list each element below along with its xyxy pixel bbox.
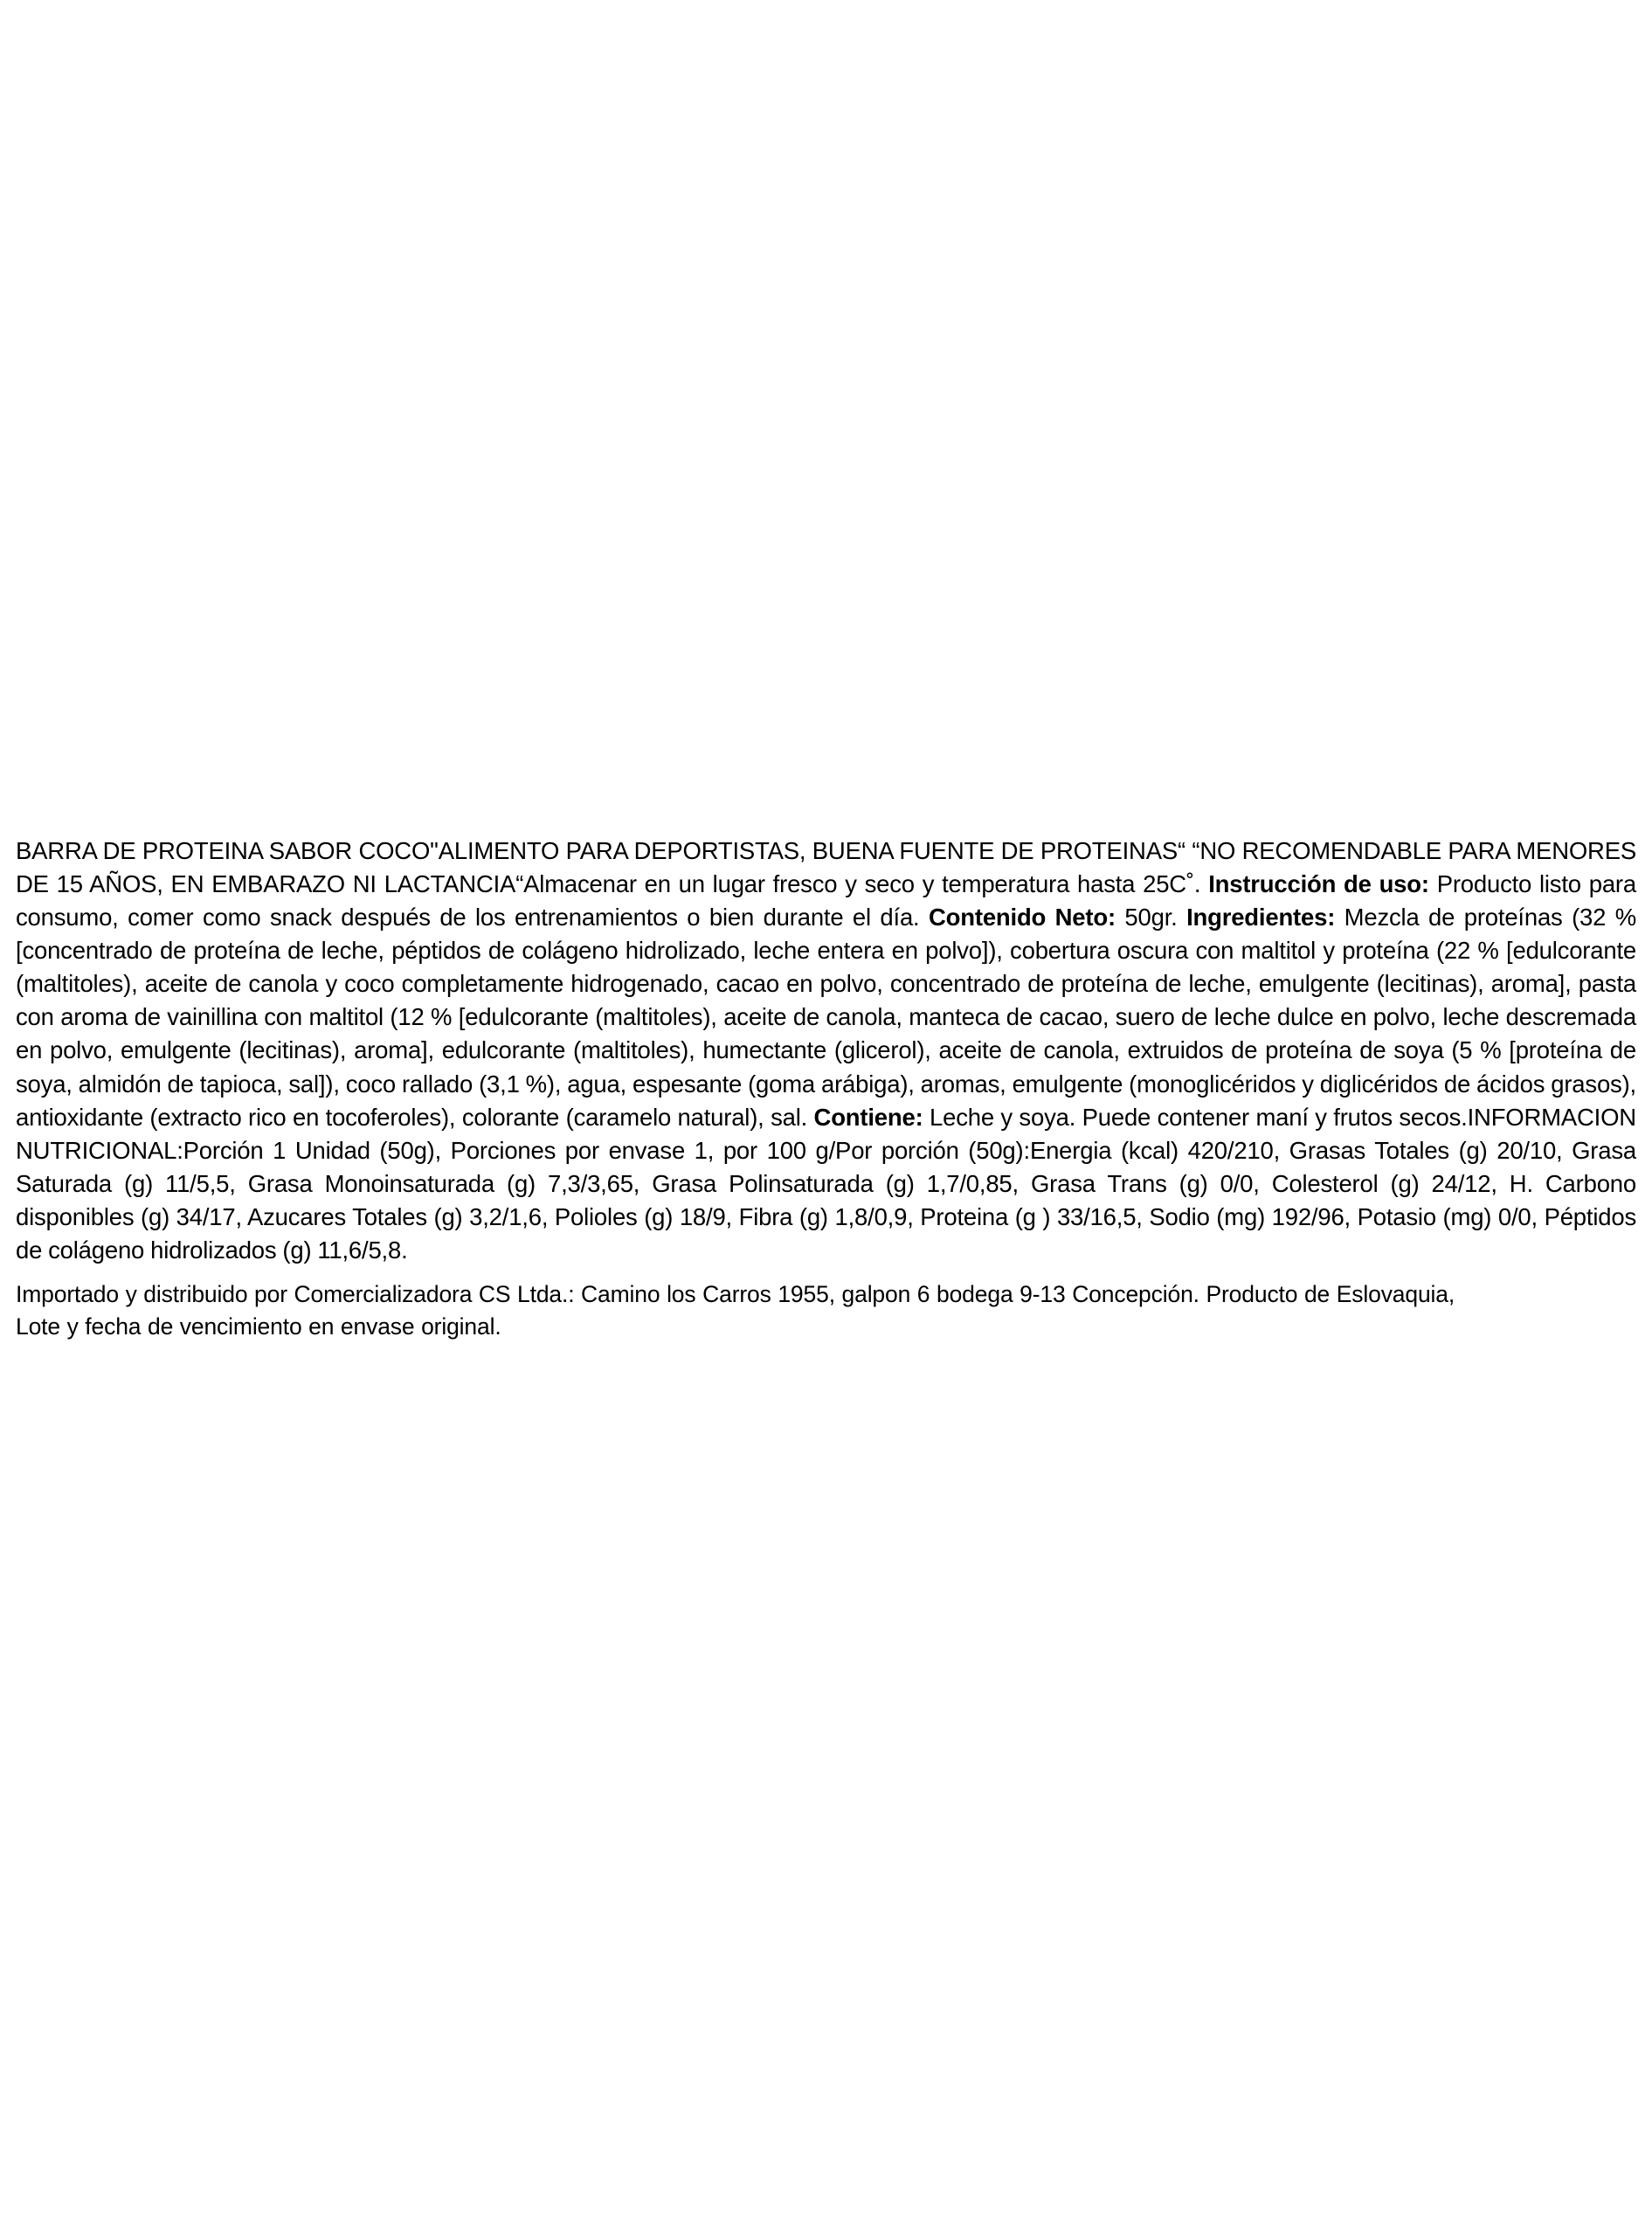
label-main-paragraph	[16, 835, 1636, 1267]
usage-label: Instrucción de uso:	[1208, 870, 1429, 898]
nutrition-serving-info: Porción 1 Unidad (50g), Porciones por envase 1, por 100 g/Por porción (50g):	[183, 1136, 1030, 1164]
lot-line: Lote y fecha de vencimiento en envase original.	[16, 1312, 501, 1340]
importer-info	[16, 1278, 1636, 1342]
claim-sports-nutrition: "ALIMENTO PARA DEPORTISTAS, BUENA FUENTE DE PROTEINAS“	[430, 837, 1185, 864]
importer-line: Importado y distribuido por Comercializadora CS Ltda.: Camino los Carros 1955, galpon 6 bodega 9-13 Concepción. Producto de Eslovaquia,	[16, 1281, 1455, 1308]
allergens-label: Contiene:	[813, 1103, 923, 1131]
nutrition-heading: INFORMACION NUTRICIONAL:	[16, 1103, 1636, 1164]
ingredients-label: Ingredientes:	[1186, 904, 1336, 932]
usage-text: Producto listo para consumo, comer como snack después de los entrenamientos o bien durante el día.	[16, 870, 1636, 932]
product-title: BARRA DE PROTEINA SABOR COCO	[16, 837, 431, 864]
net-content-label: Contenido Neto:	[929, 904, 1116, 932]
nutrition-values: Energia (kcal) 420/210, Grasas Totales (g) 20/10, Grasa Saturada (g) 11/5,5, Grasa Monoinsaturada (g) 7,3/3,65, Grasa Polinsaturada (g) 1,7/0,85, Grasa Trans (g) 0/0, Colesterol (g) 24/12, H. Carbono disponibles (g) 34/17, Azucares Totales (g) 3,2/1,6, Polioles (g) 18/9, Fibra (g) 1,8/0,9, Proteina (g ) 33/16,5, Sodio (mg) 192/96, Potasio (mg) 0/0, Péptidos de colágeno hidrolizados (g) 11,6/5,8.	[16, 1136, 1636, 1264]
product-label-text-block	[16, 835, 1636, 1342]
allergens-text: Leche y soya. Puede contener maní y frutos secos.	[930, 1103, 1468, 1131]
net-content-value: 50gr.	[1124, 904, 1178, 932]
ingredients-text: Mezcla de proteínas (32 % [concentrado de proteína de leche, péptidos de colágeno hidrolizado, leche entera en polvo]), cobertura oscura con maltitol y proteína (22 % [edulcorante (maltitoles), aceite de canola y coco completamente hidrogenado, cacao en polvo, concentrado de proteína de leche, emulgente (lecitinas), aroma], pasta con aroma de vainillina con maltitol (12 % [edulcorante (maltitoles), aceite de canola, manteca de cacao, suero de leche dulce en polvo, leche descremada en polvo, emulgente (lecitinas), aroma], edulcorante (maltitoles), humectante (glicerol), aceite de canola, extruidos de proteína de soya (5 % [proteína de soya, almidón de tapioca, sal]), coco rallado (3,1 %), agua, espesante (goma arábiga), aromas, emulgente (monoglicéridos y diglicéridos de ácidos grasos), antioxidante (extracto rico en tocoferoles), colorante (caramelo natural), sal.	[16, 904, 1636, 1131]
storage-instructions: Almacenar en un lugar fresco y seco y temperatura hasta 25C˚.	[523, 870, 1201, 898]
claim-age-warning: “NO RECOMENDABLE PARA MENORES DE 15 AÑOS, EN EMBARAZO NI LACTANCIA“	[16, 837, 1636, 898]
